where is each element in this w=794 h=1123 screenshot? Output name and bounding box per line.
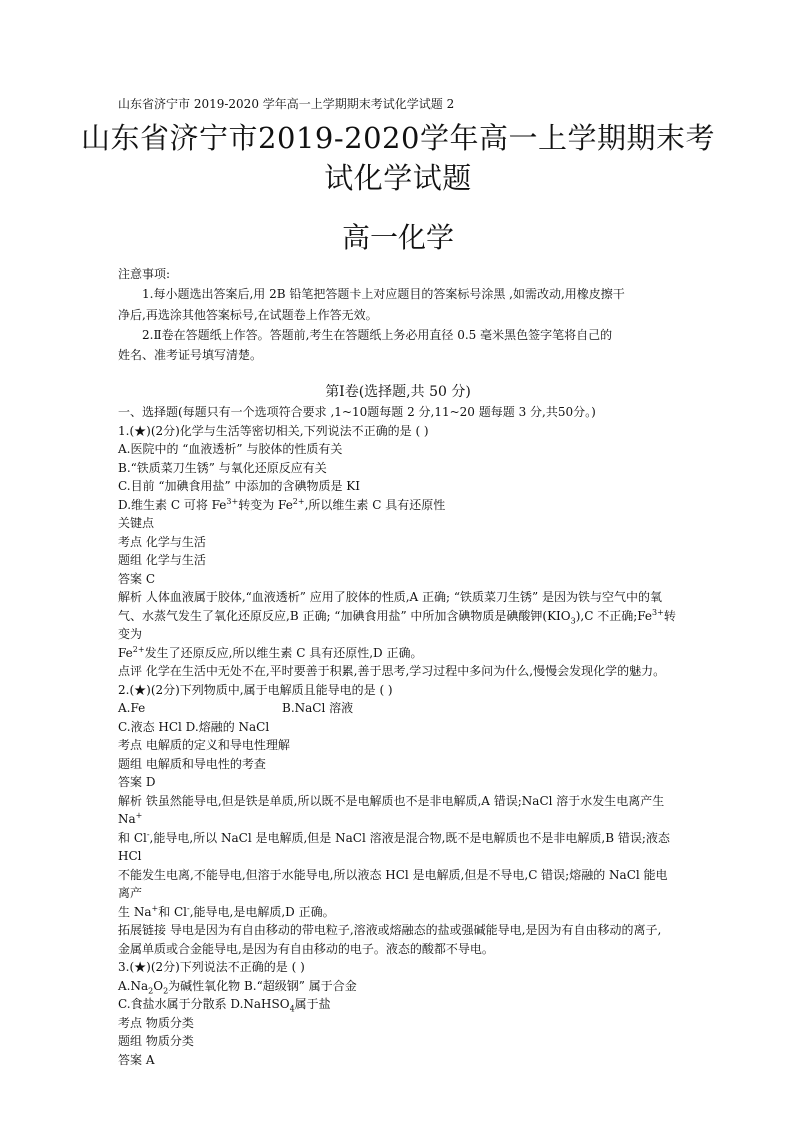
options-ab	[118, 977, 678, 996]
subscript: 2	[163, 986, 169, 996]
analysis-text: ),C 不正确;Fe	[575, 608, 653, 623]
option-d-text: ,所以维生素 C 具有还原性	[304, 497, 446, 512]
superscript: 3+	[652, 607, 664, 617]
tizu: 题组 物质分类	[118, 1034, 194, 1049]
key-point-label: 关键点	[118, 516, 155, 531]
superscript: -	[146, 829, 150, 839]
option-text: O	[153, 978, 164, 993]
superscript: +	[151, 903, 159, 913]
option-b: B.“铁质菜刀生锈” 与氧化还原反应有关	[118, 460, 327, 475]
header-line: 山东省济宁市 2019-2020 学年高一上学期期末考试化学试题 2	[118, 97, 455, 111]
options-ab	[118, 699, 678, 718]
analysis-text: 和 Cl	[118, 830, 147, 845]
analysis-line1	[118, 792, 678, 829]
option-d-text: D.维生素 C 可将 Fe	[118, 497, 227, 512]
question-3	[118, 958, 678, 1069]
question-2	[118, 681, 678, 959]
options-cd	[118, 995, 678, 1014]
subscript: 4	[289, 1004, 295, 1014]
extension-line2: 金属单质或合金能导电,是因为有自由移动的电子。液态的酸都不导电。	[118, 941, 494, 956]
analysis-line2	[118, 607, 678, 644]
notice-item1-line1: 1.每小题选出答案后,用 2B 铅笔把答题卡上对应题目的答案标号涂黑 ,如需改动,用橡皮擦干	[142, 287, 625, 302]
superscript: +	[135, 811, 143, 821]
analysis-text: ,能导电,是电解质,D 正确。	[189, 904, 335, 919]
superscript: 2+	[292, 496, 305, 506]
option-text: A.Na	[118, 978, 149, 993]
section-intro: 一、选择题(每题只有一个选项符合要求 ,1~10题每题 2 分,11~20 题每题 3 分,共50分。)	[118, 405, 596, 420]
analysis-text: 气、水蒸气发生了氧化还原反应,B 正确; “加碘食用盐” 中所加含碘物质是碘酸钾(KIO	[118, 608, 571, 623]
subscript: 3	[570, 616, 576, 626]
notice-item1-line2: 净后,再选涂其他答案标号,在试题卷上作答无效。	[118, 307, 378, 322]
option-text: C.食盐水属于分散系 D.NaHSO	[118, 997, 290, 1012]
extension-line1: 拓展链接 导电是因为有自由移动的带电粒子,溶液或熔融态的盐或强碱能导电,是因为有自由移动的离子,	[118, 923, 662, 938]
analysis-text: 和 Cl	[158, 904, 188, 919]
question-stem: 2.(★)(2分)下列物质中,属于电解质且能导电的是 ( )	[118, 682, 393, 697]
option-a: A.Fe	[118, 701, 146, 716]
notice-item2-line1: 2.Ⅱ卷在答题纸上作答。答题前,考生在答题纸上务必用直径 0.5 毫米黑色签字笔将自己的	[142, 327, 613, 342]
superscript: 2+	[132, 644, 145, 654]
question-stem: 1.(★)(2分)化学与生活等密切相关,下列说法不正确的是 ( )	[118, 423, 429, 438]
analysis-text: 转变为	[118, 608, 676, 642]
option-text: 为碱性氧化物 B.“超级钢” 属于合金	[168, 978, 357, 993]
notice-item2-line2: 姓名、准考证号填写清楚。	[118, 348, 263, 363]
option-b: B.NaCl 溶液	[282, 701, 354, 716]
superscript: 3+	[226, 496, 239, 506]
subscript: 2	[148, 986, 154, 996]
options-cd: C.液态 HCl D.熔融的 NaCl	[118, 719, 270, 734]
analysis-text: 发生了还原反应,所以维生素 C 具有还原性,D 正确。	[144, 645, 423, 660]
tizu: 题组 化学与生活	[118, 553, 206, 568]
option-d-text: 转变为 Fe	[238, 497, 293, 512]
option-c: C.目前 “加碘食用盐” 中添加的含碘物质是 KI	[118, 479, 360, 494]
analysis-line1: 解析 人体血液属于胶体,“血液透析” 应用了胶体的性质,A 正确; “铁质菜刀生锈” 是因为铁与空气中的氧	[118, 590, 662, 605]
question-stem: 3.(★)(2分)下列说法不正确的是 ( )	[118, 960, 305, 975]
superscript: -	[187, 903, 190, 913]
notice-heading: 注意事项:	[118, 267, 171, 281]
analysis-line4	[118, 903, 678, 922]
analysis-text: 生 Na	[118, 904, 152, 919]
tizu: 题组 电解质和导电性的考查	[118, 756, 266, 771]
option-text: 属于盐	[294, 997, 331, 1012]
answer: 答案 D	[118, 775, 156, 790]
kaodian: 考点 化学与生活	[118, 534, 206, 549]
main-title-line2: 试化学试题	[324, 161, 472, 195]
option-d	[118, 496, 678, 515]
comment: 点评 化学在生活中无处不在,平时要善于积累,善于思考,学习过程中多问为什么,慢慢会发现化学的魅力。	[118, 664, 666, 679]
analysis-text: 解析 铁虽然能导电,但是铁是单质,所以既不是电解质也不是非电解质,A 错误;NaCl 溶于水发生电离产生 Na	[118, 793, 665, 827]
analysis-text: ,能导电,所以 NaCl 是电解质,但是 NaCl 溶液是混合物,既不是电解质也不是非电解质,B 错误;液态 HCl	[118, 830, 670, 864]
question-1	[118, 422, 678, 681]
kaodian: 考点 物质分类	[118, 1015, 194, 1030]
main-title	[78, 118, 718, 198]
subject-title: 高一化学	[341, 221, 454, 254]
analysis-line3: 不能发生电离,不能导电,但溶于水能导电,所以液态 HCl 是电解质,但是不导电,C 错误;熔融的 NaCl 能电离产	[118, 867, 668, 901]
document-page	[81, 96, 715, 1069]
section-title: 第Ⅰ卷(选择题,共 50 分)	[325, 384, 471, 401]
analysis-line3	[118, 644, 678, 663]
analysis-text: Fe	[118, 645, 133, 660]
analysis-line2	[118, 829, 678, 866]
option-a: A.医院中的 “血液透析” 与胶体的性质有关	[118, 442, 343, 457]
answer: 答案 A	[118, 1052, 155, 1067]
main-title-line1: 山东省济宁市2019-2020学年高一上学期期末考	[81, 121, 715, 155]
answer: 答案 C	[118, 571, 155, 586]
kaodian: 考点 电解质的定义和导电性理解	[118, 738, 290, 753]
